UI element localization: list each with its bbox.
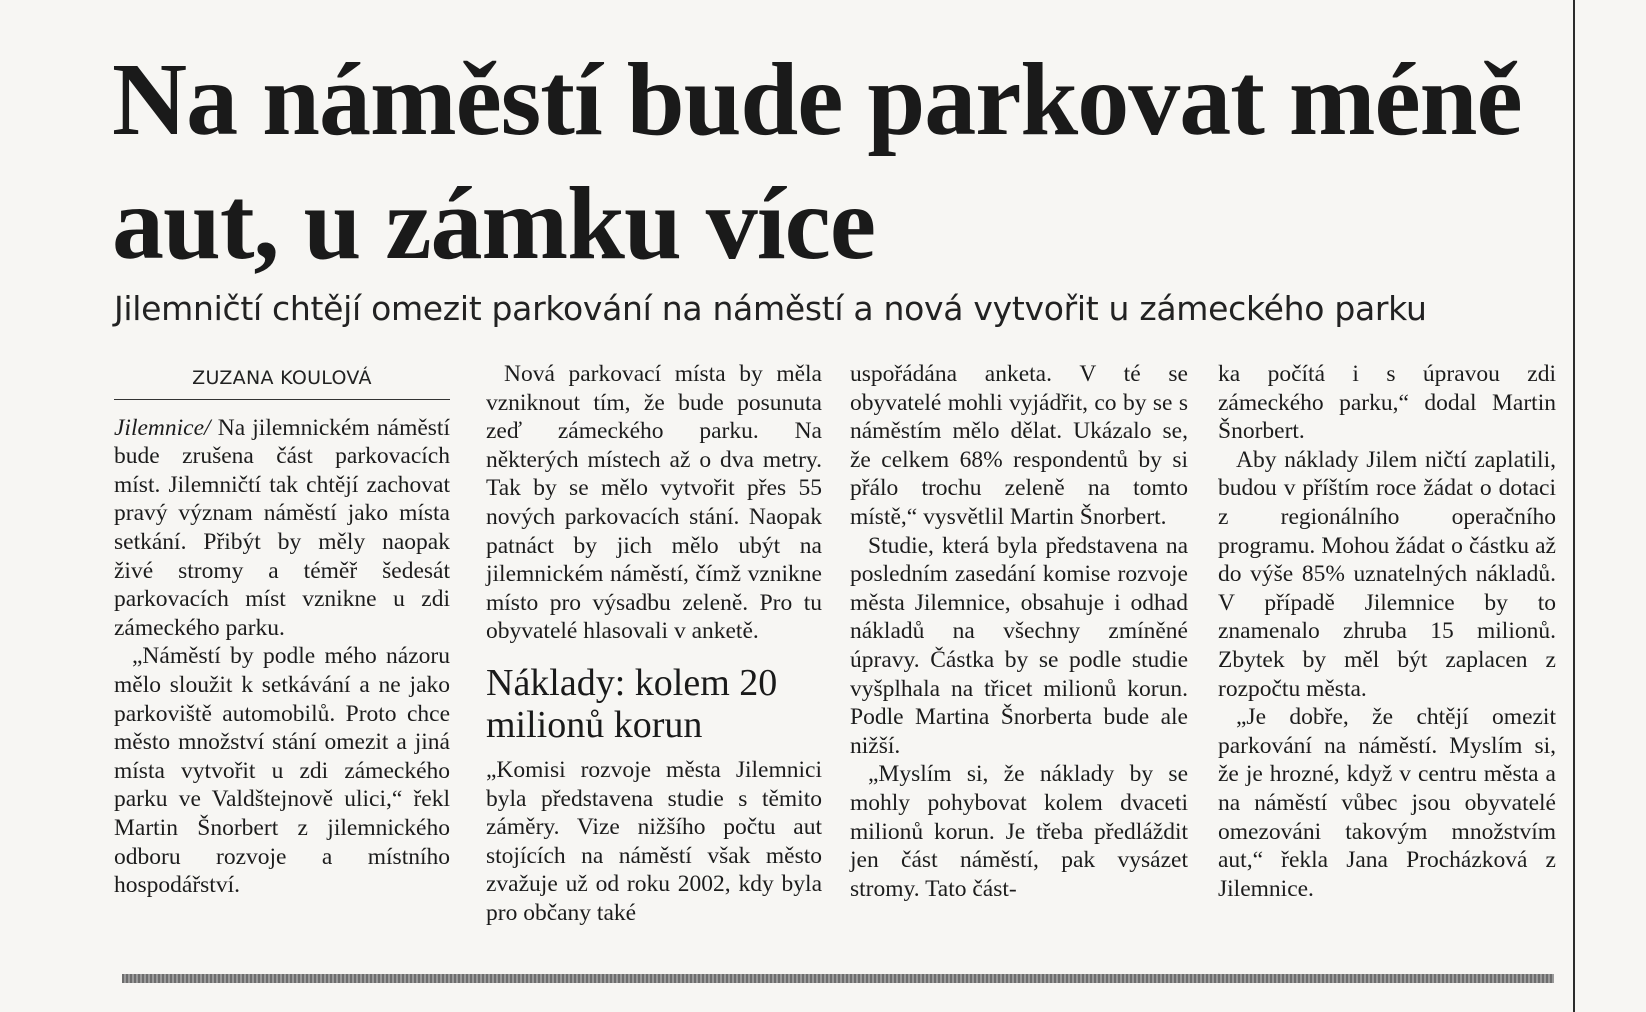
paragraph: „Myslím si, že náklady by se mohly pohybovat kolem dvaceti milionů korun. Je třeba předláždit jen část náměstí, pak vysázet stromy. Tato část- [850, 761, 1188, 902]
byline: ZUZANA KOULOVÁ [114, 360, 450, 400]
bottom-rule [122, 974, 1554, 983]
paragraph: uspořádána anketa. V té se obyvatelé mohli vyjádřit, co by se s náměstím mělo dělat. Ukázalo se, že celkem 68% respondentů by si přálo trochu zeleně na tomto místě,“ vysvětlil Martin Šnorbert. [850, 361, 1188, 530]
paragraph: „Je dobře, že chtějí omezit parkování na náměstí. Myslím si, že je hrozné, když v centru města a na náměstí vůbec jsou obyvatelé omezováni takovým množstvím aut,“ řekla Jana Procházková z Jilemnice. [1218, 704, 1556, 902]
page-edge-line [1573, 0, 1575, 1012]
paragraph: ka počítá i s úpravou zdi zámeckého parku,“ dodal Martin Šnorbert. [1218, 361, 1556, 445]
paragraph-text: Na jilemnickém náměstí bude zrušena část parkovacích míst. Jilemničtí tak chtějí zachovat pravý význam náměstí jako místa setkání. Přibýt by měly naopak živé stromy a téměř šedesát parkovacích míst vznikne u zdi zámeckého parku. [114, 414, 450, 641]
paragraph: Nová parkovací místa by měla vzniknout tím, že bude posunuta zeď zámeckého parku. Na některých místech až o dva metry. Tak by se mělo vytvořit přes 55 nových parkovacích stání. Naopak patnáct by jich mělo ubýt na jilemnickém náměstí, čímž vznikne místo pro výsadbu zeleně. Pro tu obyvatelé hlasovali v anketě. [486, 361, 822, 645]
column-1 [114, 360, 450, 900]
paragraph [114, 414, 450, 643]
headline: Na náměstí bude parkovat méně aut, u zámku více [112, 42, 1522, 281]
column-3 [850, 360, 1188, 903]
paragraph: „Náměstí by podle mého názoru mělo sloužit k setkávání a ne jako parkoviště automobilů. Proto chce město množství stání omezit a jiná místa vytvořit u zdi zámeckého parku ve Valdštejnově ulici,“ řekl Martin Šnorbert z jilemnického odboru rozvoje a místního hospodářství. [114, 643, 450, 899]
paragraph: Studie, která byla představena na posledním zasedání komise rozvoje města Jilemnice, obsahuje i odhad nákladů na všechny zmíněné úpravy. Částka by se podle studie vyšplhala na třicet milionů korun. Podle Martina Šnorberta bude ale nižší. [850, 532, 1188, 759]
column-4 [1218, 360, 1556, 903]
paragraph: „Komisi rozvoje města Jilemnici byla představena studie s těmito záměry. Vize nižšího počtu aut stojících na náměstí však město zvažuje už od roku 2002, kdy byla pro občany také [486, 756, 822, 926]
dateline: Jilemnice/ [114, 414, 211, 441]
paragraph: Aby náklady Jilem ničtí zaplatili, budou v příštím roce žádat o dotaci z regionálního operačního programu. Mohou žádat o částku až do výše 85% uznatelných nákladů. V případě Jilemnice by to znamenalo zhruba 15 milionů. Zbytek by měl být zaplacen z rozpočtu města. [1218, 446, 1556, 702]
section-subhead: Náklady: kolem 20 milionů korun [486, 661, 778, 746]
subtitle: Jilemničtí chtějí omezit parkování na náměstí a nová vytvořit u zámeckého parku [114, 289, 1427, 328]
column-2 [486, 360, 822, 928]
